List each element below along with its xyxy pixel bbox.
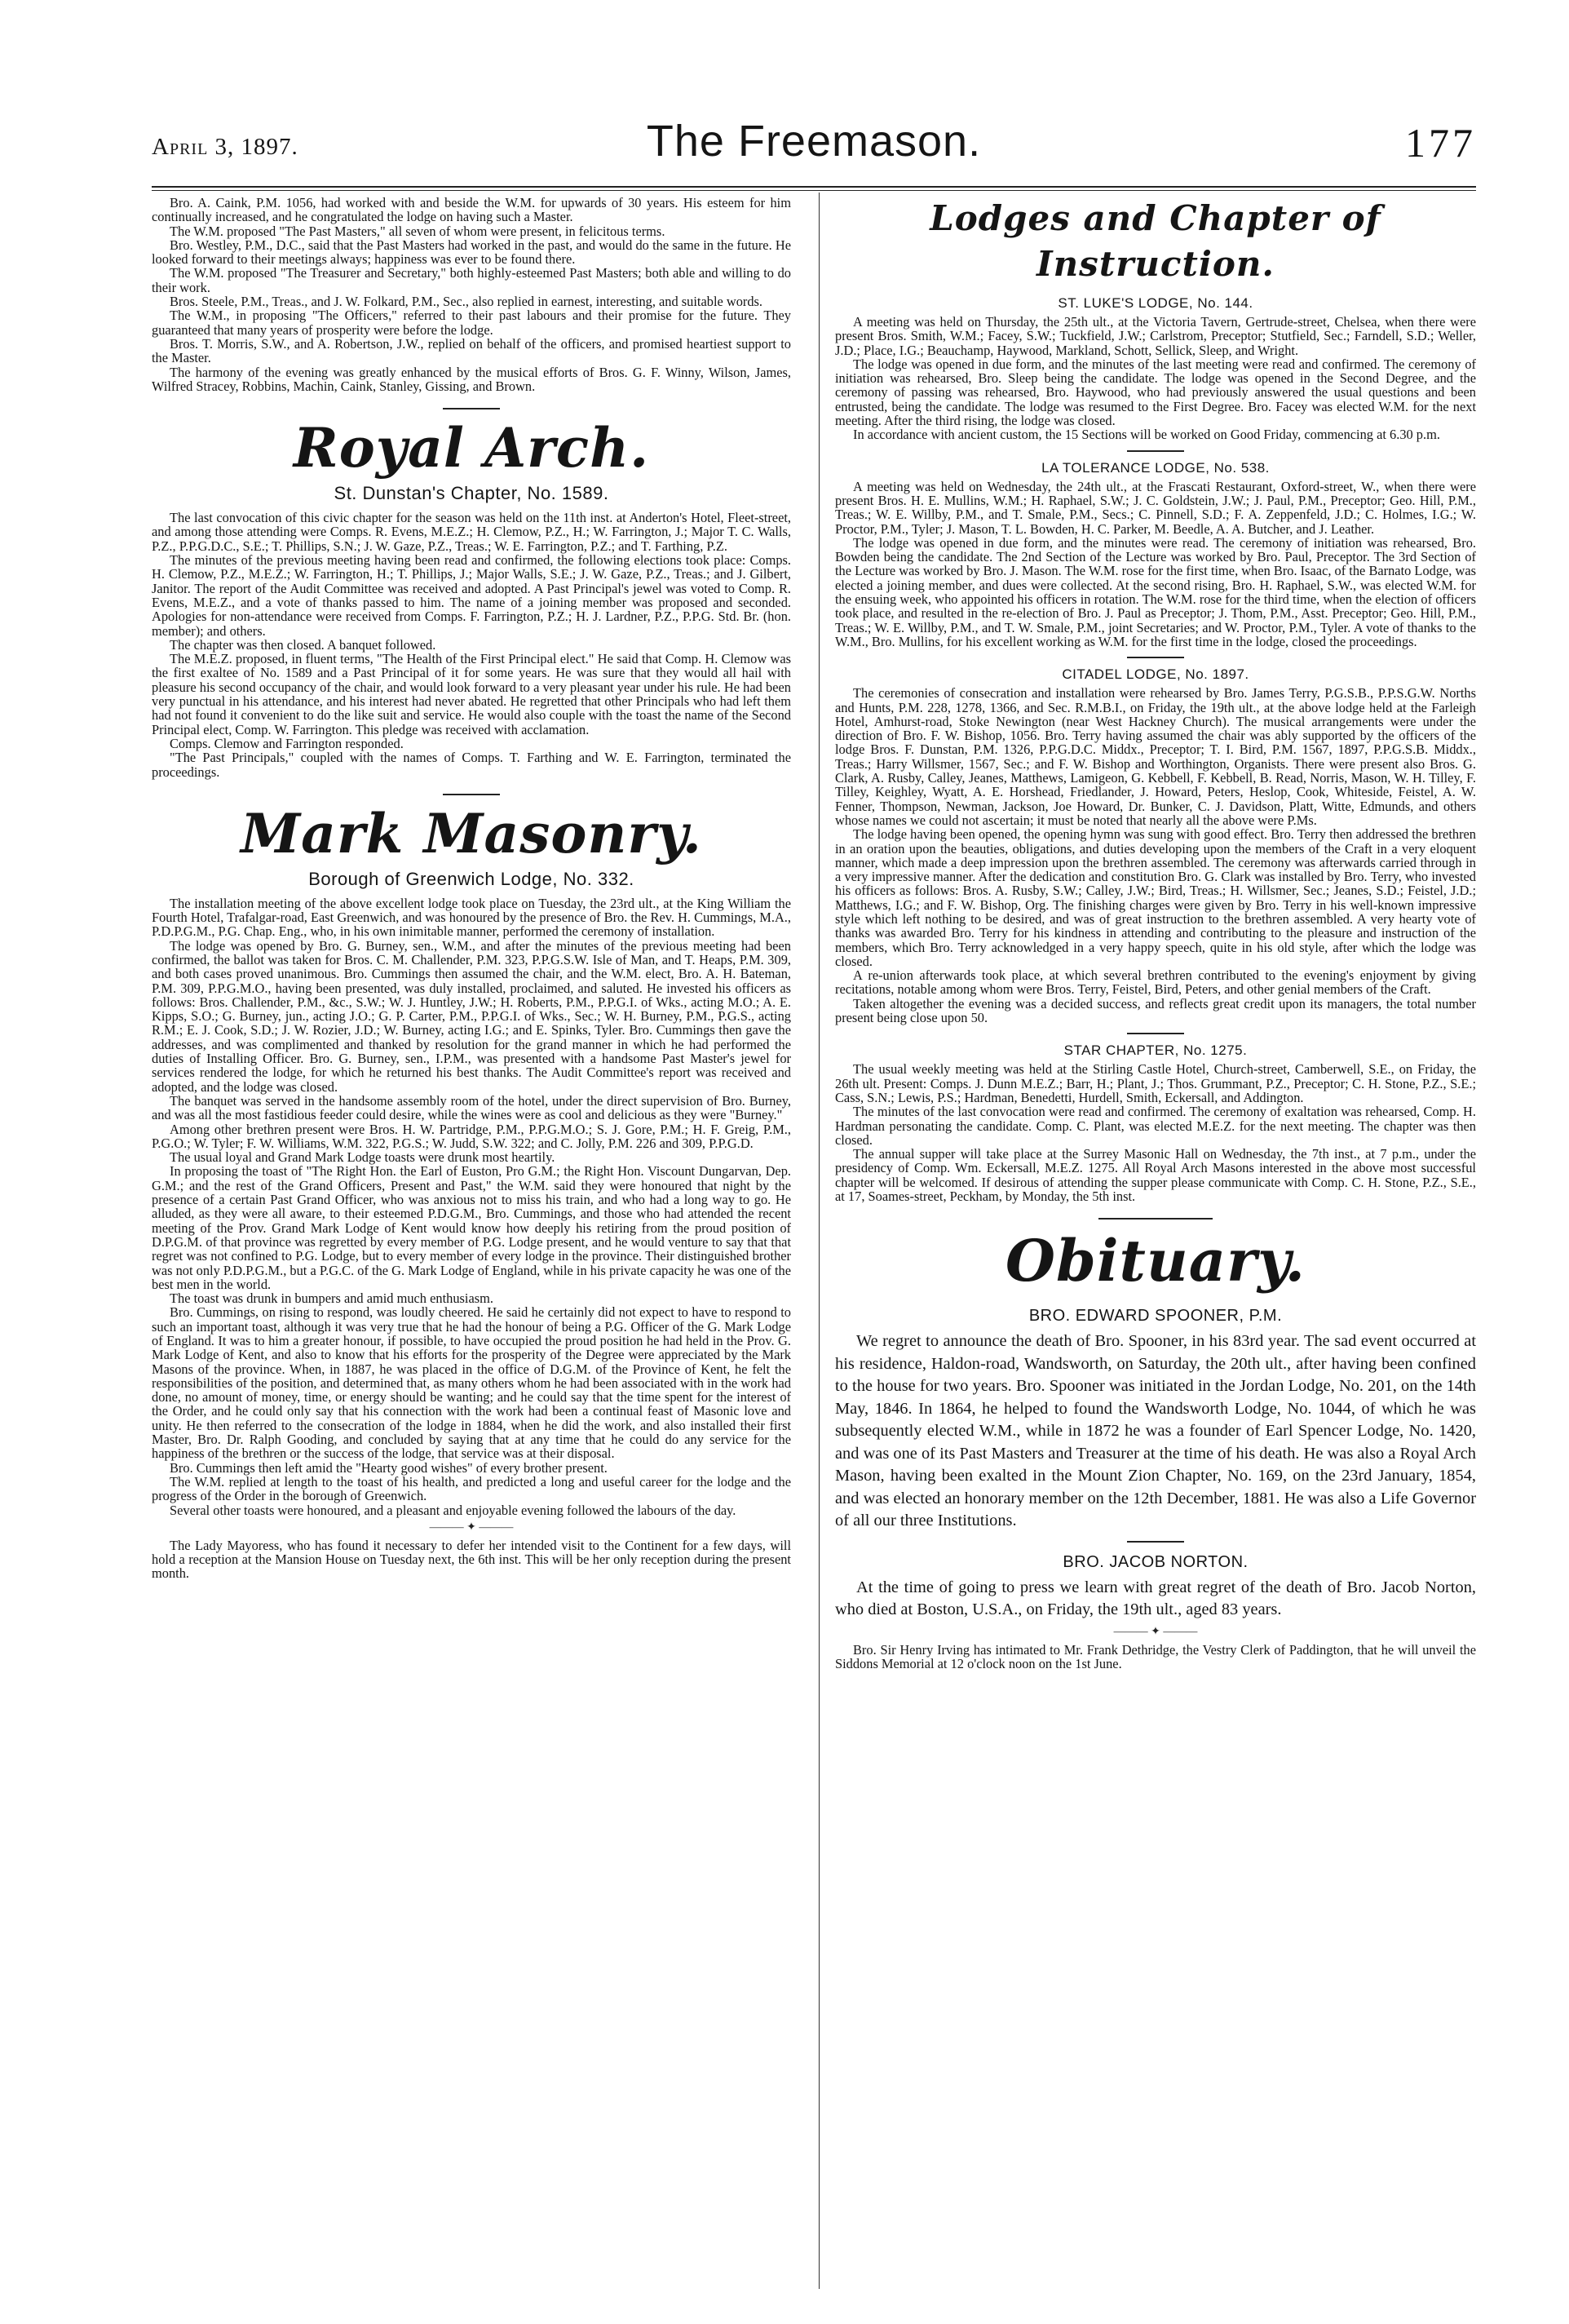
paragraph: Taken altogether the evening was a decided success, and reflects great credit upon its managers, the total number present being close upon 50. [835, 995, 1476, 1026]
paragraph: Comps. Clemow and Farrington responded. [170, 735, 404, 751]
section-rule [1127, 1541, 1184, 1543]
paragraph: "The Past Principals," coupled with the names of Comps. T. Farthing and W. E. Farrington, terminated the proceedings. [152, 750, 791, 780]
ornament-divider: ——— ✦ ——— [429, 1521, 514, 1534]
header-rule [152, 186, 1476, 188]
paragraph: The M.E.Z. proposed, in fluent terms, "The Health of the First Principal elect." He said that Comp. H. Clemow was the first exaltee of No. 1589 and a Past Principal of it for some years. He was sure that they would all hail with pleasure his second occupancy of the chair, and would look forward to a very pleasant year under his rule. He had been very punctual in his attendance, and his interest had never abated. He regretted that other Principals who had left them had not found it convenient to do the like suit and service. He would also couple with the toast the name of the Second Principal elect, Comp. W. Farrington. This pledge was received with acclamation. [152, 651, 791, 737]
paragraph: The minutes of the last convocation were read and confirmed. The ceremony of exaltation was rehearsed, Comp. H. Hardman personating the candidate. Comp. C. Plant, was elected M.E.Z. for the next meeting. The chapter was then closed. [835, 1104, 1476, 1148]
paragraph: The toast was drunk in bumpers and amid much enthusiasm. [170, 1290, 493, 1307]
ornament-divider: ——— ✦ ——— [1113, 1625, 1198, 1638]
paragraph: A meeting was held on Thursday, the 25th ult., at the Victoria Tavern, Gertrude-street, Chelsea, when there were present Bros. Smith, W.M.; Facey, S.W.; Tuckfield, J.W.; Carlstrom, Preceptor; Stutfield, Sec.; Farndell, S.D.; Weller, J.D.; Place, I.G.; Beauchamp, Haywood, Markland, Schott, Sellick, Sleep, and Wright. [835, 314, 1476, 358]
paragraph: The Lady Mayoress, who has found it necessary to defer her intended visit to the Continent for a few days, will hold a reception at the Mansion House on Tuesday next, the 6th inst. This will be her only reception during the present month. [152, 1537, 791, 1582]
lodge-title: ST. LUKE'S LODGE, No. 144. [1058, 295, 1253, 311]
paragraph: At the time of going to press we learn with great regret of the death of Bro. Jacob Norton, who died at Boston, U.S.A., on Friday, the 19th ult., aged 83 years. [835, 1578, 1476, 1619]
paragraph: In accordance with ancient custom, the 15 Sections will be worked on Good Friday, commencing at 6.30 p.m. [853, 427, 1440, 443]
lodge-title: LA TOLERANCE LODGE, No. 538. [1041, 459, 1270, 476]
section-rule [443, 408, 500, 409]
paragraph: The lodge was opened by Bro. G. Burney, sen., W.M., and after the minutes of the previous meeting had been confirmed, the ballot was taken for Bros. C. M. Challender, P.M. 323, P.P.G.S.W. Isle of Man, and T. Heaps, P.M. 309, and both cases proved unanimous. Bro. Cummings then assumed the chair, and the W.M. elect, Bro. A. H. Bateman, P.M. 309, P.P.G.M.O., having been presented, was duly installed, proclaimed, and saluted. He invested his officers as follows: Bros. Challender, P.M., &c., S.W.; W. J. Huntley, J.W.; H. Roberts, P.M., P.P.G.I. of Wks., acting M.O.; A. E. Kipps, S.O.; G. Burney, jun., acting J.O.; G. P. Carter, P.M., P.P.G.I. of Wks., Sec.; W. H. Burney, P.M., P.G.S., acting R.M.; E. J. Cook, S.D.; J. W. Rozier, J.D.; W. Burney, acting I.G.; and E. Spinks, Tyler. Bro. Cummings then gave the addresses, and was complimented and thanked by resolution for the grand manner in which he had performed the duties of Installing Officer. Bro. G. Burney, sen., I.P.M., was presented with a handsome Past Master's jewel for services rendered the lodge, for which he returned his best thanks. The Audit Committee's report was received and adopted, and the lodge was closed. [152, 937, 791, 1095]
mark-masonry-subheading: Borough of Greenwich Lodge, No. 332. [308, 868, 634, 889]
paragraph: Bros. T. Morris, S.W., and A. Robertson, J.W., replied on behalf of the officers, and promised heartiest support to the Master. [152, 335, 791, 366]
paragraph: The minutes of the previous meeting having been read and confirmed, the following elections took place: Comps. H. Clemow, P.Z., M.E.Z.; W. Farrington, H.; T. Phillips, J.; Major Walls, S.E.; J. W. Gaze, P.Z., Treas.; and J. Gilbert, Janitor. The report of the Audit Committee was received and adopted. A Past Principal's jewel was voted to Comp. R. Evens, M.E.Z., and a vote of thanks passed to him. The name of a joining member was proposed and seconded. Apologies for non-attendance were received from Comps. F. Farrington, P.Z.; H. J. Lardner, P.Z., P.P.G. Std. Br. (hon. member); and others. [152, 552, 791, 639]
right-column [835, 196, 1476, 1671]
obituary-heading: Obituary. [1005, 1227, 1306, 1295]
masthead-title: The Freemason. [646, 117, 982, 166]
royal-arch-subheading: St. Dunstan's Chapter, No. 1589. [334, 483, 609, 504]
paragraph: A meeting was held on Wednesday, the 24th ult., at the Frascati Restaurant, Oxford-street, W., when there were present Bros. H. E. Mullins, W.M.; H. Raphael, S.W.; J. C. Goldstein, J.W.; J. Paul, P.M., Preceptor; Geo. Hill, P.M., Treas.; W. E. Willby, P.M., and T. Smale, P.M., Secs.; C. Pinnell, S.D.; F. A. Zeppenfeld, J.D.; C. Holmes, I.G.; W. Proctor, P.M., Tyler; J. Mason, T. L. Bowden, H. C. Parker, M. Beedle, A. A. Butcher, and J. Leather. [835, 478, 1476, 537]
page-number: 177 [1405, 120, 1476, 166]
paragraph: In proposing the toast of "The Right Hon. the Earl of Euston, Pro G.M.; the Right Hon. Viscount Dungarvan, Dep. G.M.; and the rest of the Grand Officers, Present and Past," the W.M. said they were honoured that night by the presence of a certain Past Grand Officer, who was anxious not to miss his train, and who had a long way to go. He alluded, as they were all aware, to their esteemed P.D.G.M., Bro. Cummings, and those who had attended the recent meeting of the Prov. Grand Mark Lodge of Kent would know how deeply his retiring from the proud position of D.P.G.M. of that province was regretted by every member of P.G. Lodge present, and he would venture to say that that regret was not confined to P.G. Lodge, but to every member of every lodge in the province. Their distinguished brother was not only P.D.P.G.M., but a P.G.C. of the G. Mark Lodge of England, while in his private capacity he was one of the best men in the world. [152, 1163, 791, 1292]
paragraph: Bro. A. Caink, P.M. 1056, had worked with and beside the W.M. for upwards of 30 years. His esteem for him continually increased, and he congratulated the lodge on having such a Master. [152, 195, 791, 225]
paragraph: The ceremonies of consecration and installation were rehearsed by Bro. James Terry, P.G.S.B., P.P.S.G.W. Norths and Hunts, P.M. 228, 1278, 1366, and Sec. R.M.B.I., on Friday, the 19th ult., at the above lodge held at the Farleigh Hotel, Amhurst-road, Stoke Newington (near West Hackney Church). The musical arrangements were under the direction of Bro. F. W. Bishop, 1056. Bro. Terry having assumed the chair was ably supported by the officers of the lodge Bros. F. Dunstan, P.M. 1326, P.P.G.D.C. Middx., Preceptor; T. I. Bird, P.M. 1567, 1897, P.P.G.S.B. Middx., Treas.; Harry Willsmer, 1567, Sec.; and F. W. Bishop and Worthington, Organists. There were present also Bros. G. Clark, A. Rusby, Calley, Jeanes, Matthews, Lamigeon, G. Kebbell, F. Kebbell, B. Read, Norris, Mason, W. H. Tilley, F. Tilley, Keighley, Wyatt, A. E. Horshead, Friedlander, J. Howard, Peters, Heslop, Cook, Whiteside, Feistel, A. W. Fenner, Thompson, Newman, Jackson, Joe Howard, Dr. Bunker, C. J. Davidson, Platt, Witte, Edmunds, and others whose names we could not ascertain; it must be noted that nearly all the above were P.Ms. [835, 685, 1476, 828]
paragraph: The W.M. proposed "The Past Masters," all seven of whom were present, in felicitous terms. [170, 223, 665, 239]
paragraph: Bro. Cummings, on rising to respond, was loudly cheered. He said he certainly did not expect to have to respond to such an important toast, although it was very true that he had the honour of being a P.G. Officer of the G. Mark Lodge of England. It was to him a greater honour, if possible, to have occupied the proud position he had held in the Prov. G. Mark Lodge of Kent, and also to know that his efforts for the prosperity of the Degree were appreciated by the Mark Masons of the province. When, in 1887, he was placed in the office of D.G.M. of the Province of Kent, he felt the responsibilities of the position, and determined that, as many others whom he had been associated with in the work had done, no amount of money, time, or energy should be wanting; and he could say that the time spent for the interest of the Order, and he could only say that his connection with the work had been a continual feast of Masonic love and unity. He then referred to the consecration of the lodge in 1884, when he did the work, and also installed their first Master, Bro. Dr. Ralph Gooding, and concluded by saying that at any time that he could do any service for the happiness of the brethren or the success of the lodge, that service was at their disposal. [152, 1304, 791, 1462]
paragraph: Bro. Sir Henry Irving has intimated to Mr. Frank Dethridge, the Vestry Clerk of Paddington, that he will unveil the Siddons Memorial at 12 o'clock noon on the 1st June. [835, 1641, 1476, 1672]
mark-masonry-heading: Mark Masonry. [241, 801, 702, 865]
paragraph: The lodge was opened in due form, and the minutes of the last meeting were read and confirmed. The ceremony of initiation was rehearsed, Bro. Sleep being the candidate. The lodge was opened in the Second Degree, and the ceremony of passing was rehearsed, Bro. Haywood, who had previously answered the usual questions and been entrusted, being the candidate. The lodge was resumed to the First Degree. Bro. Facey was elected W.M. for the next meeting. After the third rising, the lodge was closed. [835, 356, 1476, 429]
paragraph: The usual weekly meeting was held at the Stirling Castle Hotel, Church-street, Camberwell, S.E., on Friday, the 26th ult. Present: Comps. J. Dunn M.E.Z.; Barr, H.; Plant, J.; Thos. Grummant, P.Z., Preceptor; C. H. Stone, P.Z., S.E.; Cass, S.N.; Lewis, P.S.; Hardman, Benedetti, Hurdell, Smith, Eckersall, and Addington. [835, 1061, 1476, 1105]
paragraph: The chapter was then closed. A banquet followed. [170, 636, 436, 653]
paragraph: We regret to announce the death of Bro. Spooner, in his 83rd year. The sad event occurred at his residence, Haldon-road, Wandsworth, on Saturday, the 20th ult., after having been confined to the house for two years. Bro. Spooner was initiated in the Jordan Lodge, No. 201, on the 14th May, 1846. In 1864, he helped to found the Wandsworth Lodge, No. 1044, of which he was subsequently elected W.M., while in 1872 he was a founder of Earl Spencer Lodge, No. 1420, and was one of its Past Masters and Treasurer at the time of his death. He was also a Royal Arch Mason, having been exalted in the Mount Zion Chapter, No. 169, on the 23rd January, 1854, and was elected an honorary member on the 12th December, 1881. He was also a Life Governor of all our three Institutions. [835, 1332, 1476, 1530]
section-rule [443, 794, 500, 795]
issue-date: April 3, 1897. [152, 134, 298, 160]
paragraph: The lodge having been opened, the opening hymn was sung with good effect. Bro. Terry then addressed the brethren in an oration upon the beauties, obligations, and duties developing upon the members of the Craft in a very eloquent manner, which made a deep impression upon the brethren assembled. The ceremony was afterwards carried through in a very impressive manner. After the dedication and constitution Bro. G. Clark was installed by Bro. Terry, who invested his officers as follows: Bros. A. Rusby, S.W.; Calley, J.W.; Bird, Treas.; H. Willsmer, Sec.; Jeanes, S.D.; Feistel, J.D.; Matthews, I.G.; and F. W. Bishop, Org. The finishing charges were given by Bro. Terry in his well-known impressive style which left nothing to be desired, and was of great instruction to the brethren assembled. A very hearty vote of thanks was awarded Bro. Terry for his kindness in attending and contributing to the pleasure and instruction of the members, which Bro. Terry acknowledged in a very happy speech, quite in his old style, after which the lodge was closed. [835, 826, 1476, 969]
paragraph: The harmony of the evening was greatly enhanced by the musical efforts of Bros. G. F. Winny, Wilson, James, Wilfred Stracey, Robbins, Machin, Caink, Stanley, Gissing, and Brown. [152, 364, 791, 394]
paragraph: The last convocation of this civic chapter for the season was held on the 11th inst. at Anderton's Hotel, Fleet-street, and among those attending were Comps. R. Evens, M.E.Z.; H. Clemow, P.Z., H.; W. Farrington, J.; Major T. C. Walls, P.Z., P.P.G.D.C., S.E.; T. Phillips, S.N.; J. W. Gaze, P.Z., Treas.; W. E. Farrington, P.Z.; and T. Farthing, P.Z. [152, 510, 791, 554]
paragraph: Bro. Cummings then left amid the "Hearty good wishes" of every brother present. [170, 1459, 608, 1476]
paragraph: Several other toasts were honoured, and a pleasant and enjoyable evening followed the labours of the day. [170, 1502, 736, 1518]
paragraph: The annual supper will take place at the Surrey Masonic Hall on Wednesday, the 7th inst., at 7 p.m., under the presidency of Comp. Wm. Eckersall, M.E.Z. 1275. All Royal Arch Masons interested in the above most successful chapter will be welcomed. If desirous of attending the supper please communicate with Comp. C. H. Stone, P.Z., S.E., at 17, Soames-street, Peckham, by Monday, the 5th inst. [835, 1146, 1476, 1205]
section-rule [1098, 1218, 1213, 1220]
obituary-title: BRO. EDWARD SPOONER, P.M. [1028, 1307, 1283, 1326]
paragraph: Among other brethren present were Bros. H. W. Partridge, P.M., P.P.G.M.O.; S. J. Gore, P.M.; H. F. Greig, P.M., P.G.O.; W. Tyler; F. W. Williams, W.M. 322, P.G.S.; W. Judd, S.W. 322; and C. Jolly, P.M. 226 and 309, P.P.G.D. [152, 1121, 791, 1151]
section-rule [1127, 450, 1184, 452]
paragraph: The usual loyal and Grand Mark Lodge toasts were drunk most heartily. [170, 1149, 555, 1166]
paragraph: The W.M. proposed "The Treasurer and Secretary," both highly-esteemed Past Masters; both able and willing to do their work. [152, 265, 791, 295]
header-rule-thin [152, 190, 1476, 191]
paragraph: Bro. Westley, P.M., D.C., said that the Past Masters had worked in the past, and would do the same in the future. He looked forward to their meetings always; happiness was ever to be found there. [152, 237, 791, 268]
section-rule [1127, 657, 1184, 658]
lodge-title: STAR CHAPTER, No. 1275. [1063, 1042, 1248, 1059]
paragraph: A re-union afterwards took place, at which several brethren contributed to the evening's enjoyment by giving recitations, notable among whom were Bros. Terry, Feistel, Bird, Peters, and other genial members of the Craft. [835, 967, 1476, 998]
paragraph: The W.M. replied at length to the toast of his health, and predicted a long and useful career for the lodge and the progress of the Order in the borough of Greenwich. [152, 1473, 791, 1504]
paragraph: Bros. Steele, P.M., Treas., and J. W. Folkard, P.M., Sec., also replied in earnest, interesting, and suitable words. [170, 294, 763, 310]
royal-arch-heading: Royal Arch. [293, 416, 650, 480]
left-column [152, 196, 791, 1581]
page-header [152, 116, 1476, 183]
obituary-title: BRO. JACOB NORTON. [1063, 1552, 1249, 1571]
section-rule [1127, 1033, 1184, 1034]
column-divider [819, 193, 820, 2289]
paragraph: The banquet was served in the handsome assembly room of the hotel, under the direct supervision of Bro. Burney, and was all the most fastidious feeder could desire, while the wines were as cool and delicious as they were "Burney." [152, 1092, 791, 1123]
lodges-heading: Lodges and Chapter of Instruction. [930, 198, 1381, 284]
paragraph: The installation meeting of the above excellent lodge took place on Tuesday, the 23rd ult., at the King William the Fourth Hotel, Trafalgar-road, East Greenwich, and was honoured by the presence of Bro. the Rev. H. Cummings, M.A., P.D.P.G.M., P.G. Chap. Eng., who, in his own inimitable manner, performed the ceremony of installation. [152, 895, 791, 940]
paragraph: The W.M., in proposing "The Officers," referred to their past labours and their promise for the future. They guaranteed that many years of prosperity were before the lodge. [152, 308, 791, 338]
lodge-title: CITADEL LODGE, No. 1897. [1062, 666, 1249, 683]
paragraph: The lodge was opened in due form, and the minutes were read. The ceremony of initiation was rehearsed, Bro. Bowden being the candidate. The 2nd Section of the Lecture was worked by Bro. Paul, Preceptor. The 3rd Section of the Lecture was worked by Bro. J. Mason. The W.M. rose for the first time, when Bro. Isaac, of the Barnato Lodge, was elected a joining member, and dues were collected. At the second rising, Bro. H. Raphael, S.W., was elected W.M. for the ensuing week, who appointed his officers in rotation. The W.M. rose for the third time, when the election of officers took place, and resulted in the re-election of Bro. J. Paul as Preceptor; J. Thom, P.M., Asst. Preceptor; Geo. Hill, P.M., Treas.; W. E. Willby, P.M., and T. W. Smale, P.M., joint Secretaries; and W. Proctor, P.M., Tyler. A vote of thanks to the W.M., Bro. Mullins, for his excellent working as W.M. for the first time in the lodge, closed the proceedings. [835, 534, 1476, 649]
